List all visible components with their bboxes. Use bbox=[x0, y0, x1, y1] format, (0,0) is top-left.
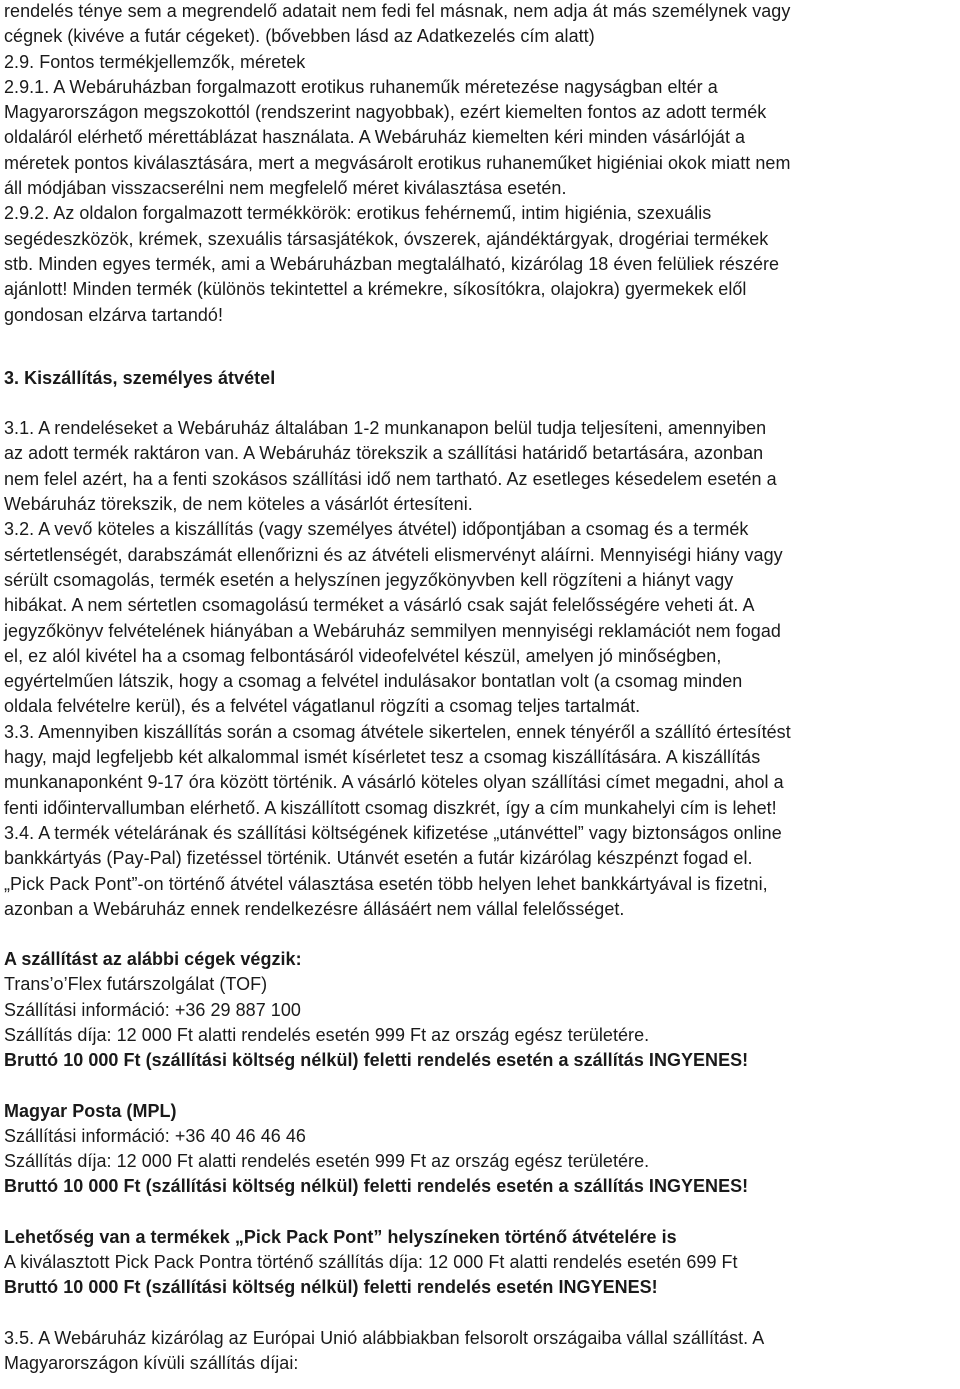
spacer bbox=[4, 922, 960, 947]
text-line: az adott termék raktáron van. A Webáruház törekszik a szállítási határidő betartására, azonban bbox=[4, 443, 764, 464]
carrier-name: Trans’o’Flex futárszolgálat (TOF) bbox=[4, 974, 268, 995]
text-line: 2.9. Fontos termékjellemzők, méretek bbox=[4, 51, 306, 72]
text-line: 3.1. A rendeléseket a Webáruház általában 1-2 munkanapon belül tudja teljesíteni, amennyiben bbox=[4, 418, 767, 439]
text-line: „Pick Pack Pont”-on történő átvétel választása esetén több helyen lehet bankkártyával is fizetni, bbox=[4, 873, 768, 894]
document-page bbox=[4, 0, 960, 1376]
text-line: Magyarországon megszokottól (rendszerint nagyobbak), ezért kiemelten fontos az adott termék bbox=[4, 102, 767, 123]
pick-pack-fee: A kiválasztott Pick Pack Pontra történő szállítás díja: 12 000 Ft alatti rendelés esetén 699 Ft bbox=[4, 1252, 738, 1273]
carrier-fee: Szállítás díja: 12 000 Ft alatti rendelés esetén 999 Ft az ország egész területére. bbox=[4, 1024, 650, 1045]
text-line: fenti időintervallumban elérhető. A kiszállított csomag diszkrét, így a cím munkahelyi cím is lehet! bbox=[4, 797, 777, 818]
carrier-fee: Szállítás díja: 12 000 Ft alatti rendelés esetén 999 Ft az ország egész területére. bbox=[4, 1151, 650, 1172]
section-3-5 bbox=[4, 1326, 960, 1377]
text-line: rendelés tényе sem a megrendelő adatait nem fedi fel másnak, nem adja át más személynek vagy bbox=[4, 1, 791, 21]
text-line: Webáruház törekszik, de nem köteles a vásárlót értesíteni. bbox=[4, 494, 473, 515]
text-line: azonban a Webáruház ennek rendelkezésre állásáért nem vállal felelősséget. bbox=[4, 898, 625, 919]
text-line: Magyarországon kívüli szállítás díjai: bbox=[4, 1352, 299, 1373]
text-line: el, ez alól kivétel ha a csomag felbontásáról videofelvétel készül, amelyen jó minőségben, bbox=[4, 645, 722, 666]
text-line: gondosan elzárva tartandó! bbox=[4, 304, 223, 325]
carrier-free-shipping: Bruttó 10 000 Ft (szállítási költség nélkül) feletti rendelés esetén a szállítás INGYENES! bbox=[4, 1176, 749, 1197]
spacer bbox=[4, 1301, 960, 1326]
carrier-free-shipping: Bruttó 10 000 Ft (szállítási költség nélkül) feletti rendelés esetén a szállítás INGYENES! bbox=[4, 1050, 749, 1071]
text-line: 3.4. A termék vételárának és szállítási költségének kifizetése „utánvéttel” vagy biztonságos online bbox=[4, 822, 782, 843]
text-line: oldala felvételre kerül), és a felvétel vágatlanul rögzíti a csomag teljes tartalmát. bbox=[4, 696, 641, 717]
text-line: 2.9.1. A Webáruházban forgalmazott erotikus ruhaneműk méretezése nagyságban eltér a bbox=[4, 76, 718, 97]
spacer bbox=[4, 328, 960, 366]
text-line: hagy, majd legfeljebb két alkalommal ismét kísérletet tesz a csomag kiszállítására. A kiszállítás bbox=[4, 747, 761, 768]
intro-paragraphs bbox=[4, 0, 960, 328]
text-line: oldaláról elérhető mérettáblázat használata. A Webáruház kiemelten kéri minden vásárlóját a bbox=[4, 127, 746, 148]
spacer bbox=[4, 1200, 960, 1225]
text-line: ajánlott! Minden termék (különös tekintettel a krémekre, síkosítókra, olajokra) gyermekek elől bbox=[4, 279, 747, 300]
text-line: bankkártyás (Pay-Pal) fizetéssel történik. Utánvét esetén a futár kizárólag készpénzt fogad el. bbox=[4, 848, 753, 869]
text-line: cégnek (kivéve a futár cégeket). (bővebben lásd az Adatkezelés cím alatt) bbox=[4, 26, 595, 47]
pick-pack-pont bbox=[4, 1225, 960, 1301]
carrier-info: Szállítási információ: +36 40 46 46 46 bbox=[4, 1125, 306, 1146]
carrier-name: Magyar Posta (MPL) bbox=[4, 1100, 177, 1121]
text-line: munkanaponként 9-17 óra között történik. A vásárló köteles olyan szállítási címet megadni, ahol a bbox=[4, 772, 784, 793]
text-line: sérült csomagolás, termék esetén a helyszínen jegyzőkönyvben kell rögzíteni a hiányt vagy bbox=[4, 569, 734, 590]
text-line: áll módjában visszacserélni nem megfelelő méret kiválasztása esetén. bbox=[4, 178, 567, 199]
text-line: 2.9.2. Az oldalon forgalmazott termékkörök: erotikus fehérnemű, intim higiénia, szexuális bbox=[4, 203, 712, 224]
spacer bbox=[4, 391, 960, 416]
text-line: nem felel azért, ha a fenti szokásos szállítási idő nem tartható. Az esetleges késedelem esetén a bbox=[4, 468, 777, 489]
carrier-tof bbox=[4, 972, 960, 1073]
text-line: stb. Minden egyes termék, ami a Webáruházban megtalálható, kizárólag 18 éven felüliek részére bbox=[4, 253, 780, 274]
carrier-info: Szállítási információ: +36 29 887 100 bbox=[4, 999, 301, 1020]
text-line: sértetlenségét, darabszámát ellenőrizni és az átvételi elismervényt aláírni. Mennyiségi hiány vagy bbox=[4, 544, 783, 565]
pick-pack-heading: Lehetőség van a termékek „Pick Pack Pont” helyszíneken történő átvételére is bbox=[4, 1226, 677, 1247]
pick-pack-free-shipping: Bruttó 10 000 Ft (szállítási költség nélkül) feletti rendelés esetén INGYENES! bbox=[4, 1277, 658, 1298]
section-3-body bbox=[4, 416, 960, 922]
text-line: 3.5. A Webáruház kizárólag az Európai Unió alábbiakban felsorolt országaiba vállal szállítást. A bbox=[4, 1327, 765, 1348]
carriers-heading: A szállítást az alábbi cégek végzik: bbox=[4, 949, 302, 970]
text-line: 3.2. A vevő köteles a kiszállítás (vagy személyes átvétel) időpontjában a csomag és a termék bbox=[4, 519, 749, 540]
section-3-heading: 3. Kiszállítás, személyes átvétel bbox=[4, 367, 276, 388]
carrier-mpl bbox=[4, 1099, 960, 1200]
text-line: méretek pontos kiválasztására, mert a megvásárolt erotikus ruhaneműket higiéniai okok miatt nem bbox=[4, 152, 791, 173]
text-line: 3.3. Amennyiben kiszállítás során a csomag átvétele sikertelen, ennek tényéről a szállító értesítést bbox=[4, 721, 791, 742]
spacer bbox=[4, 1074, 960, 1099]
text-line: jegyzőkönyv felvételének hiányában a Webáruház semmilyen mennyiségi reklamációt nem fogad bbox=[4, 620, 781, 641]
text-line: segédeszközök, krémek, szexuális társasjátékok, óvszerek, ajándéktárgyak, drogériai termékek bbox=[4, 228, 769, 249]
text-line: egyértelműen látszik, hogy a csomag a felvétel indulásakor bontatlan volt (a csomag minden bbox=[4, 671, 743, 692]
text-line: hibákat. A nem sértetlen csomagolású terméket a vásárló csak saját felelősségére veheti át. A bbox=[4, 595, 755, 616]
